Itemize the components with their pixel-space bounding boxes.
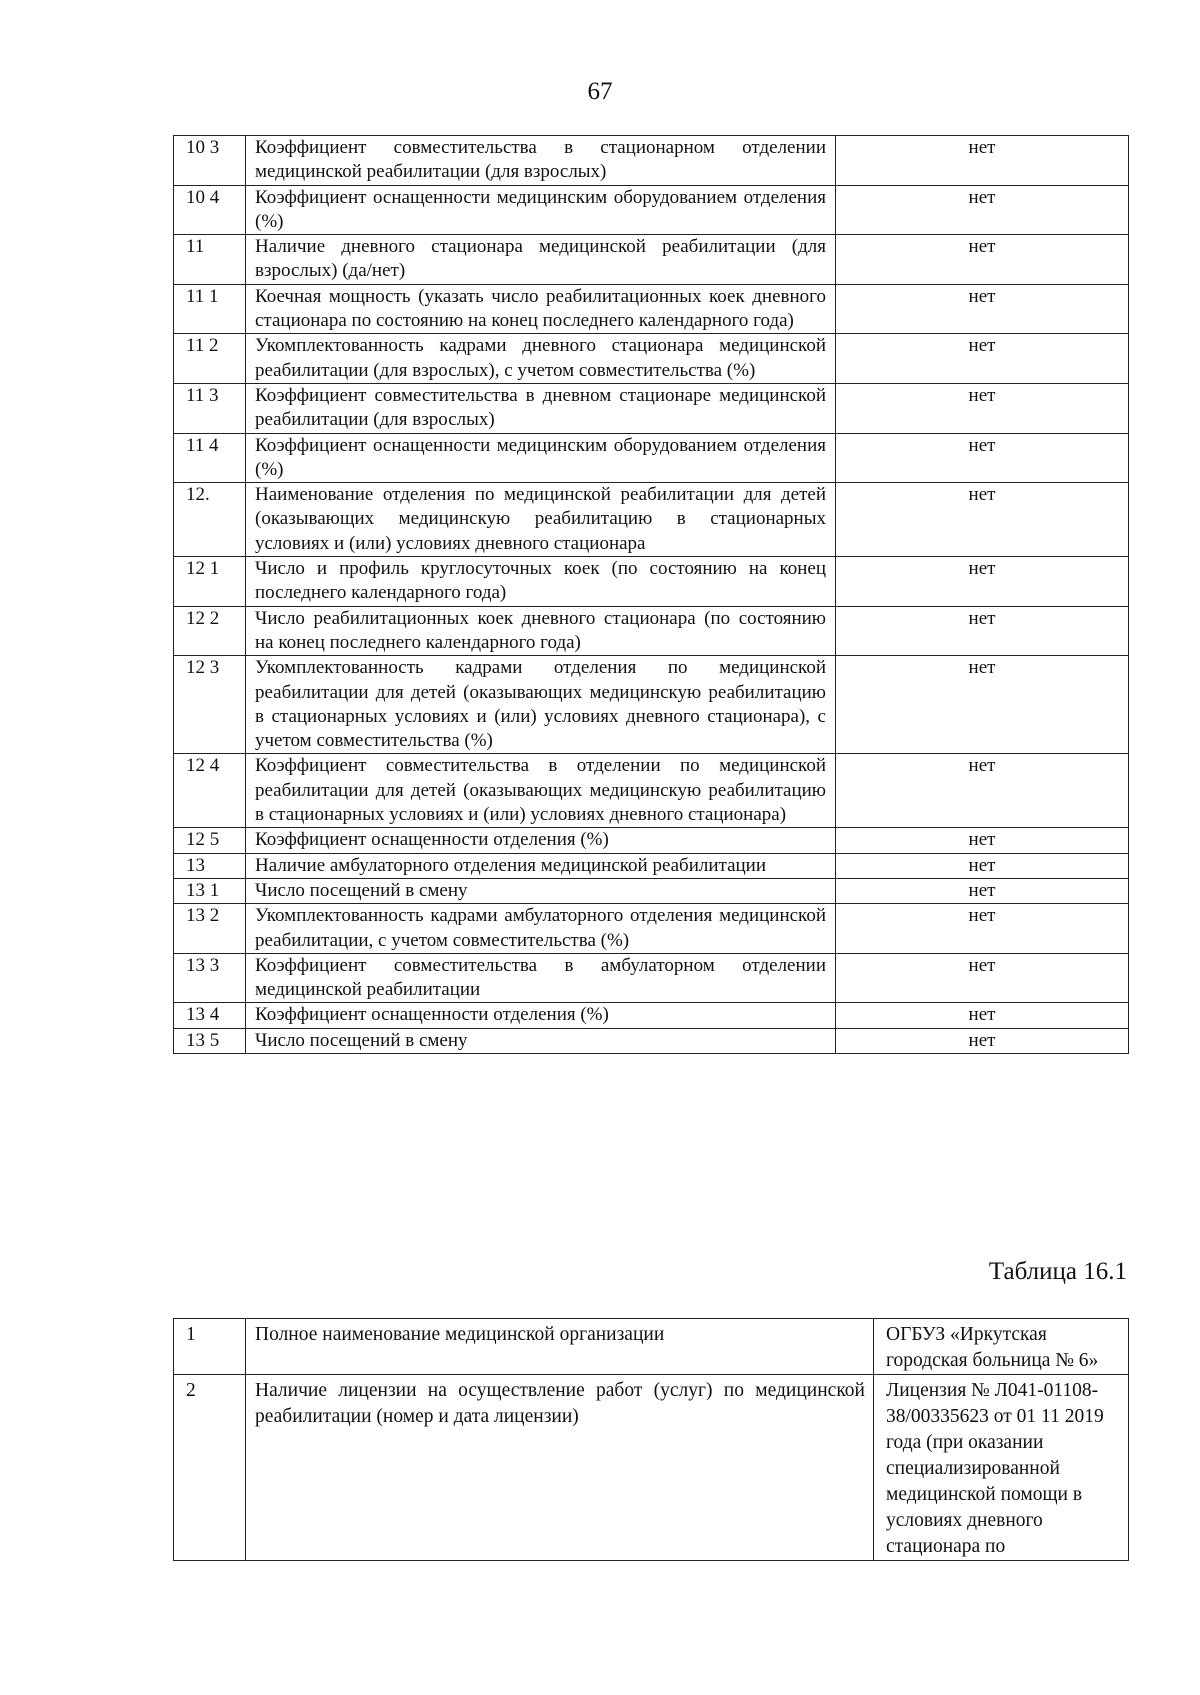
page-number: 67 <box>587 78 613 105</box>
table-row <box>174 433 1129 483</box>
organization-table-body <box>174 1319 1129 1561</box>
row-number: 13 2 <box>174 904 246 954</box>
table-row <box>174 235 1129 285</box>
row-number: 13 5 <box>174 1028 246 1053</box>
row-value: ОГБУЗ «Иркутская городская больница № 6» <box>874 1319 1129 1375</box>
row-description: Коечная мощность (указать число реабилитационных коек дневного стационара по состоянию на конец последнего календарного года) <box>246 284 836 334</box>
row-number: 10 4 <box>174 185 246 235</box>
table-row <box>174 828 1129 853</box>
row-value: нет <box>836 383 1129 433</box>
row-description: Наименование отделения по медицинской реабилитации для детей (оказывающих медицинскую реабилитацию в стационарных условиях и (или) условиях дневного стационара <box>246 483 836 557</box>
row-number: 12 4 <box>174 754 246 828</box>
row-value: нет <box>836 334 1129 384</box>
row-description: Полное наименование медицинской организации <box>246 1319 874 1375</box>
row-number: 1 <box>174 1319 246 1375</box>
row-description: Коэффициент совместительства в отделении по медицинской реабилитации для детей (оказывающих медицинскую реабилитацию в стационарных условиях и (или) условиях дневного стационара) <box>246 754 836 828</box>
table-row <box>174 557 1129 607</box>
rehabilitation-indicators-table <box>173 135 1129 1054</box>
table-row <box>174 853 1129 878</box>
row-number: 11 4 <box>174 433 246 483</box>
table-row <box>174 383 1129 433</box>
row-description: Число посещений в смену <box>246 1028 836 1053</box>
row-number: 13 1 <box>174 878 246 903</box>
table-row <box>174 953 1129 1003</box>
row-number: 12 5 <box>174 828 246 853</box>
row-value: нет <box>836 235 1129 285</box>
row-number: 13 3 <box>174 953 246 1003</box>
row-description: Коэффициент оснащенности медицинским оборудованием отделения (%) <box>246 433 836 483</box>
row-value: нет <box>836 953 1129 1003</box>
table-row <box>174 284 1129 334</box>
table-caption: Таблица 16.1 <box>988 1258 1127 1285</box>
row-number: 12. <box>174 483 246 557</box>
table-row <box>174 656 1129 754</box>
table-row <box>174 1003 1129 1028</box>
row-value: нет <box>836 136 1129 186</box>
row-description: Наличие амбулаторного отделения медицинской реабилитации <box>246 853 836 878</box>
row-description: Укомплектованность кадрами отделения по медицинской реабилитации для детей (оказывающих медицинскую реабилитацию в стационарных условиях и (или) условиях дневного стационара), с учетом совместительства (%) <box>246 656 836 754</box>
row-number: 12 3 <box>174 656 246 754</box>
row-value: нет <box>836 433 1129 483</box>
row-number: 13 4 <box>174 1003 246 1028</box>
row-number: 11 3 <box>174 383 246 433</box>
row-number: 11 2 <box>174 334 246 384</box>
row-number: 10 3 <box>174 136 246 186</box>
row-description: Коэффициент совместительства в стационарном отделении медицинской реабилитации (для взрослых) <box>246 136 836 186</box>
row-value: нет <box>836 483 1129 557</box>
organization-info-table <box>173 1318 1129 1561</box>
row-number: 11 <box>174 235 246 285</box>
row-description: Укомплектованность кадрами дневного стационара медицинской реабилитации (для взрослых), с учетом совместительства (%) <box>246 334 836 384</box>
row-value: нет <box>836 284 1129 334</box>
table-row <box>174 185 1129 235</box>
row-description: Коэффициент оснащенности отделения (%) <box>246 1003 836 1028</box>
table-row <box>174 483 1129 557</box>
row-value: нет <box>836 828 1129 853</box>
row-value: нет <box>836 656 1129 754</box>
table-row <box>174 1319 1129 1375</box>
row-value: нет <box>836 606 1129 656</box>
row-number: 12 2 <box>174 606 246 656</box>
row-value: нет <box>836 754 1129 828</box>
row-number: 11 1 <box>174 284 246 334</box>
row-description: Коэффициент совместительства в амбулаторном отделении медицинской реабилитации <box>246 953 836 1003</box>
row-value: нет <box>836 185 1129 235</box>
row-description: Укомплектованность кадрами амбулаторного отделения медицинской реабилитации, с учетом совместительства (%) <box>246 904 836 954</box>
row-description: Коэффициент совместительства в дневном стационаре медицинской реабилитации (для взрослых) <box>246 383 836 433</box>
table-row <box>174 1028 1129 1053</box>
row-description: Число реабилитационных коек дневного стационара (по состоянию на конец последнего календарного года) <box>246 606 836 656</box>
table-row <box>174 754 1129 828</box>
table-row <box>174 136 1129 186</box>
row-value: Лицензия № Л041-01108-38/00335623 от 01 11 2019 года (при оказании специализированной медицинской помощи в условиях дневного стационара по <box>874 1375 1129 1561</box>
row-number: 13 <box>174 853 246 878</box>
row-description: Коэффициент оснащенности отделения (%) <box>246 828 836 853</box>
table-row <box>174 1375 1129 1561</box>
row-description: Число и профиль круглосуточных коек (по состоянию на конец последнего календарного года) <box>246 557 836 607</box>
row-description: Наличие дневного стационара медицинской реабилитации (для взрослых) (да/нет) <box>246 235 836 285</box>
row-description: Наличие лицензии на осуществление работ (услуг) по медицинской реабилитации (номер и дата лицензии) <box>246 1375 874 1561</box>
row-description: Число посещений в смену <box>246 878 836 903</box>
row-value: нет <box>836 904 1129 954</box>
row-value: нет <box>836 853 1129 878</box>
row-description: Коэффициент оснащенности медицинским оборудованием отделения (%) <box>246 185 836 235</box>
table-row <box>174 904 1129 954</box>
table-row <box>174 606 1129 656</box>
main-table-body <box>174 136 1129 1054</box>
table-row <box>174 878 1129 903</box>
table-row <box>174 334 1129 384</box>
row-number: 12 1 <box>174 557 246 607</box>
row-number: 2 <box>174 1375 246 1561</box>
row-value: нет <box>836 1028 1129 1053</box>
row-value: нет <box>836 557 1129 607</box>
row-value: нет <box>836 1003 1129 1028</box>
row-value: нет <box>836 878 1129 903</box>
